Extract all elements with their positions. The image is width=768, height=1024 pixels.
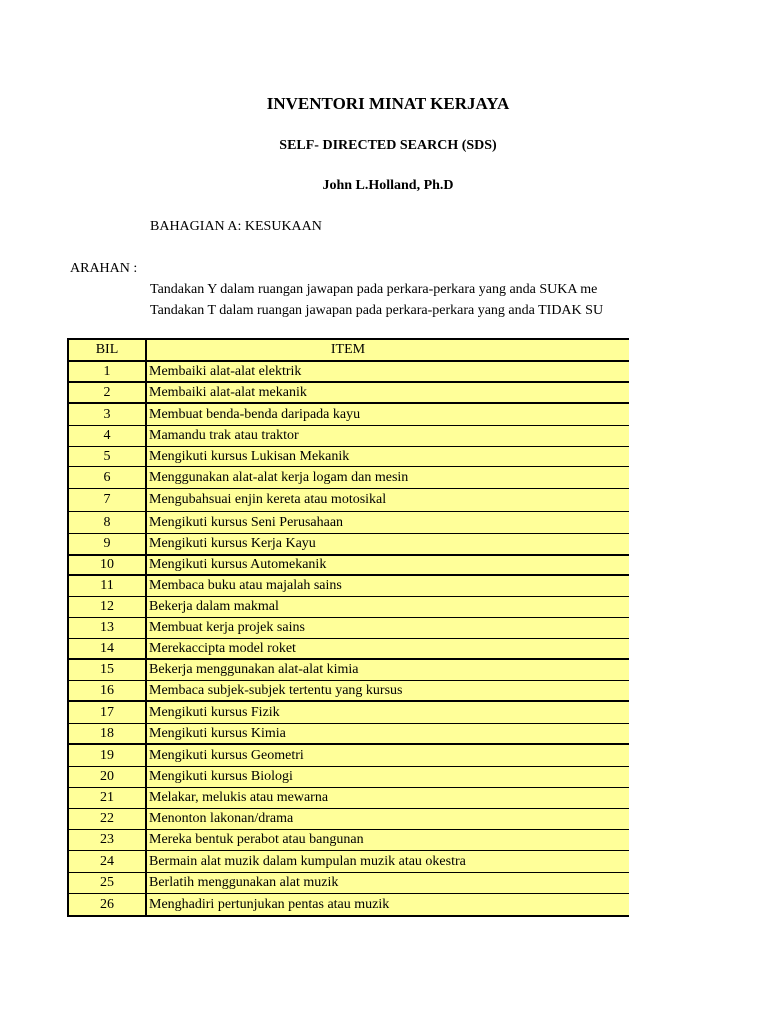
row-item: Bekerja dalam makmal — [149, 599, 279, 614]
row-item: Mengikuti kursus Lukisan Mekanik — [149, 448, 350, 464]
table-row — [69, 534, 629, 556]
table-row — [69, 809, 629, 830]
table-row — [69, 873, 629, 894]
row-bil: 24 — [69, 851, 147, 872]
row-bil: 15 — [69, 660, 147, 680]
table-row — [69, 851, 629, 873]
row-item: Bermain alat muzik dalam kumpulan muzik atau okestra — [149, 853, 466, 869]
table-row — [69, 702, 629, 724]
row-bil: 1 — [69, 362, 147, 381]
row-bil: 3 — [69, 404, 147, 425]
table-row — [69, 447, 629, 467]
row-item: Menggunakan alat-alat kerja logam dan mesin — [149, 469, 409, 485]
row-item: Membaiki alat-alat mekanik — [149, 384, 307, 400]
row-item: Membaiki alat-alat elektrik — [149, 363, 302, 379]
row-item: Berlatih menggunakan alat muzik — [149, 875, 339, 890]
table-row — [69, 788, 629, 809]
table-row — [69, 489, 629, 512]
document-author: John L.Holland, Ph.D — [322, 178, 454, 193]
instructions-label: ARAHAN : — [70, 261, 138, 276]
row-bil: 19 — [69, 745, 147, 766]
table-row — [69, 767, 629, 788]
row-bil: 2 — [69, 383, 147, 402]
row-item: Melakar, melukis atau mewarna — [149, 790, 329, 805]
section-heading: BAHAGIAN A: KESUKAAN — [150, 219, 322, 234]
table-row — [69, 830, 629, 851]
row-bil: 20 — [69, 767, 147, 787]
table-row — [69, 383, 629, 404]
row-bil: 6 — [69, 467, 147, 488]
table-row — [69, 660, 629, 681]
table-row — [69, 576, 629, 597]
row-item: Membuat benda-benda daripada kayu — [149, 406, 361, 422]
row-item: Mengikuti kursus Kerja Kayu — [149, 536, 316, 551]
table-row — [69, 362, 629, 383]
row-bil: 7 — [69, 489, 147, 511]
document-subtitle: SELF- DIRECTED SEARCH (SDS) — [279, 138, 497, 153]
row-bil: 12 — [69, 597, 147, 617]
table-row — [69, 597, 629, 618]
row-item: Mengikuti kursus Seni Perusahaan — [149, 514, 344, 530]
instruction-line: Tandakan Y dalam ruangan jawapan pada perkara-perkara yang anda SUKA me — [150, 282, 598, 297]
row-item: Mengubahsuai enjin kereta atau motosikal — [149, 492, 387, 507]
row-item: Merekaccipta model roket — [149, 640, 296, 656]
row-bil: 10 — [69, 556, 147, 574]
row-item: Mengikuti kursus Biologi — [149, 769, 293, 784]
row-item: Menonton lakonan/drama — [149, 811, 294, 826]
table-row — [69, 894, 629, 915]
row-bil: 16 — [69, 681, 147, 700]
row-item: Bekerja menggunakan alat-alat kimia — [149, 662, 359, 677]
row-item: Mengikuti kursus Fizik — [149, 704, 280, 720]
table-row — [69, 745, 629, 767]
header-bil: BIL — [69, 340, 147, 360]
row-item: Mengikuti kursus Kimia — [149, 725, 286, 741]
row-bil: 14 — [69, 639, 147, 658]
table-header-row — [69, 340, 629, 362]
row-bil: 22 — [69, 809, 147, 829]
row-bil: 25 — [69, 873, 147, 893]
table-row — [69, 639, 629, 660]
table-row — [69, 512, 629, 534]
row-bil: 8 — [69, 512, 147, 533]
row-item: Mengikuti kursus Geometri — [149, 747, 304, 763]
row-item: Membaca subjek-subjek tertentu yang kursus — [149, 682, 403, 698]
row-bil: 13 — [69, 618, 147, 638]
table-row — [69, 618, 629, 639]
row-bil: 26 — [69, 894, 147, 915]
row-item: Membuat kerja projek sains — [149, 620, 305, 635]
row-bil: 21 — [69, 788, 147, 808]
table-row — [69, 426, 629, 447]
instruction-line: Tandakan T dalam ruangan jawapan pada perkara-perkara yang anda TIDAK SU — [150, 303, 604, 318]
table-row — [69, 681, 629, 702]
row-bil: 5 — [69, 447, 147, 466]
row-item: Mereka bentuk perabot atau bangunan — [149, 832, 364, 847]
table-row — [69, 556, 629, 576]
row-item: Mengikuti kursus Automekanik — [149, 557, 327, 572]
row-bil: 23 — [69, 830, 147, 850]
table-row — [69, 467, 629, 489]
row-bil: 18 — [69, 724, 147, 743]
header-item: ITEM — [330, 342, 366, 357]
row-bil: 9 — [69, 534, 147, 554]
row-item: Membaca buku atau majalah sains — [149, 578, 342, 593]
row-item: Menghadiri pertunjukan pentas atau muzik — [149, 896, 390, 912]
row-bil: 4 — [69, 426, 147, 446]
row-bil: 11 — [69, 576, 147, 596]
document-title: INVENTORI MINAT KERJAYA — [266, 94, 510, 113]
interest-inventory-table — [67, 338, 629, 917]
row-item: Mamandu trak atau traktor — [149, 428, 299, 443]
table-row — [69, 404, 629, 426]
table-row — [69, 724, 629, 745]
row-bil: 17 — [69, 702, 147, 723]
